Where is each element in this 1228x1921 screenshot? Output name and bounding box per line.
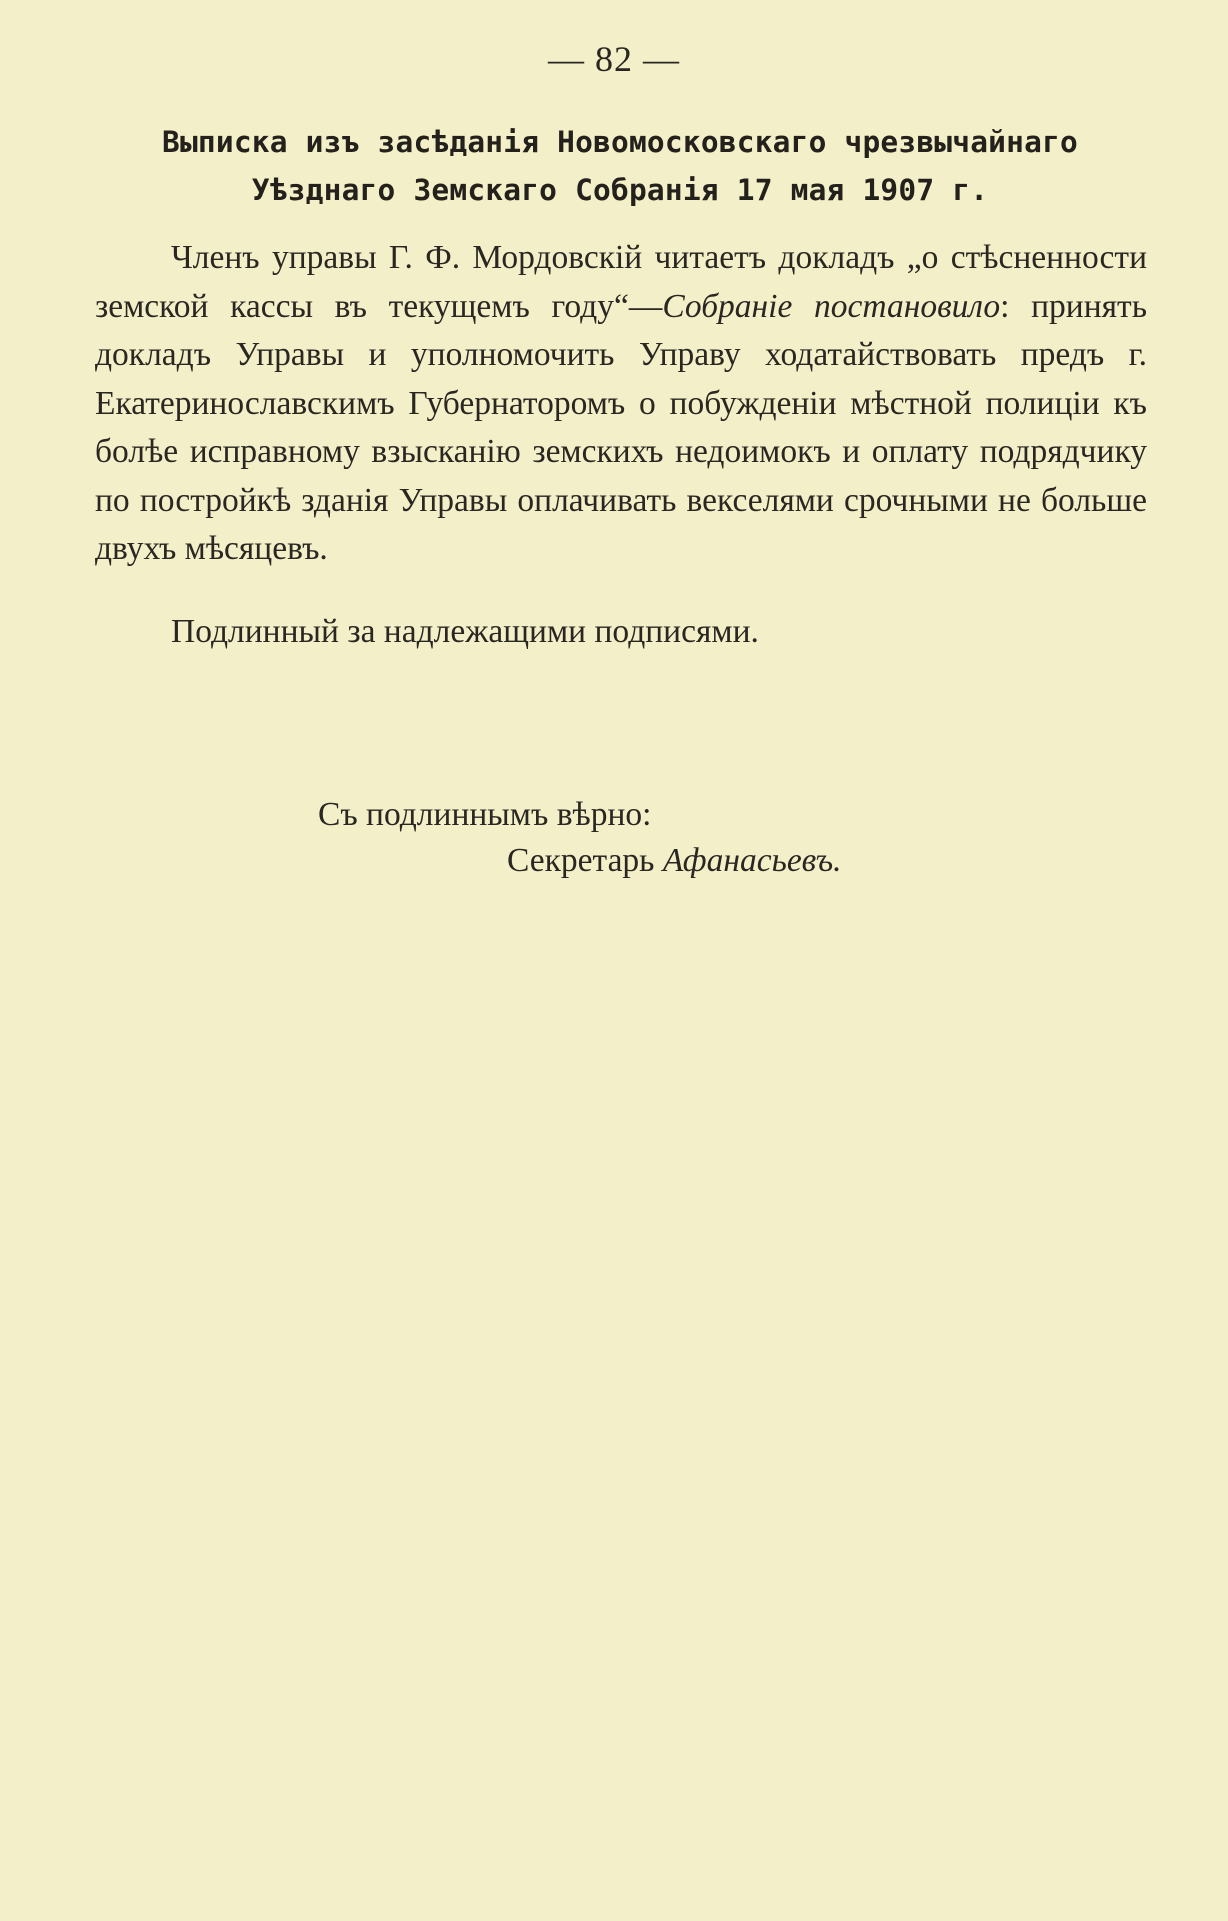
certified-true-copy: Съ подлиннымъ вѣрно:: [318, 796, 652, 833]
secretary-signature: [507, 842, 842, 880]
resolution-text: : принять докладъ Управы и уполномочить Управу ходатайствовать предъ г. Екатеринославскимъ Губернаторомъ о побужденіи мѣстной полиціи къ болѣе исправному взысканію земскихъ недоимокъ и оплату подрядчику по постройкѣ зданія Управы оплачивать векселями срочными не больше двухъ мѣсяцевъ.: [95, 287, 1147, 567]
page-number: — 82 —: [548, 39, 680, 79]
secretary-name: Афанасьевъ.: [662, 842, 842, 879]
report-intro: Членъ управы Г. Ф. Мордовскій читаетъ докладъ „о стѣсненности земской кассы въ текущемъ году“—: [95, 239, 1147, 325]
document-title: [95, 118, 1145, 214]
title-line-1: Выписка изъ засѣданія Новомосковскаго чрезвычайнаго: [162, 125, 1078, 159]
resolution-label: Собраніе постановило: [662, 287, 1001, 325]
title-line-2: Уѣзднаго Земскаго Собранія 17 мая 1907 г.: [251, 173, 989, 207]
secretary-title: Секретарь: [507, 842, 655, 879]
body-paragraph: [95, 234, 1147, 574]
signature-note: Подлинный за надлежащими подписями.: [171, 613, 759, 650]
